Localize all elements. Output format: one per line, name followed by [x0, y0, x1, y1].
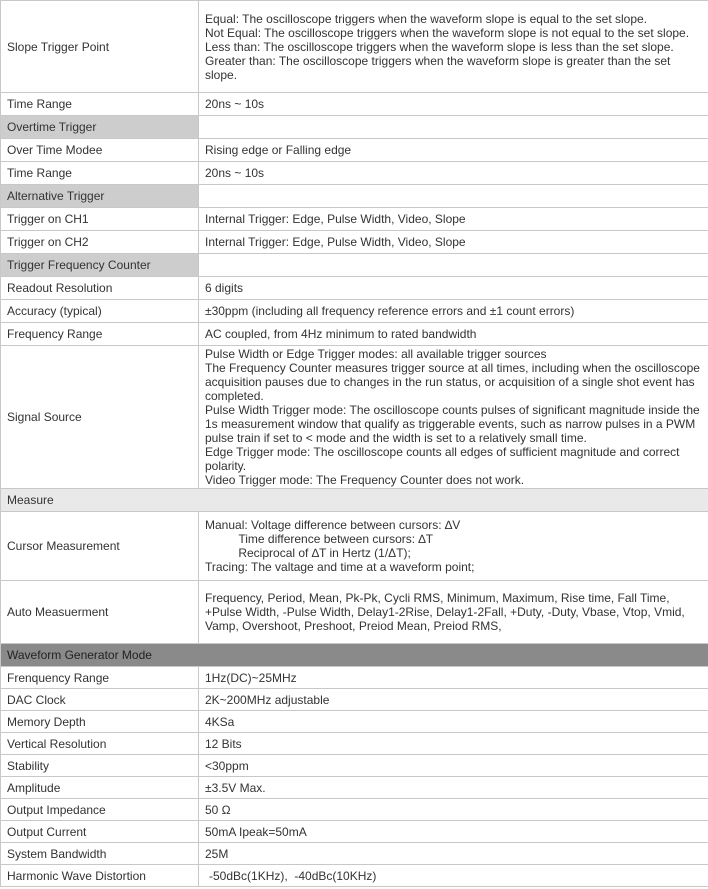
section-header-row — [1, 185, 708, 208]
spec-row — [1, 843, 708, 865]
section-header-row — [1, 116, 708, 139]
spec-row — [1, 777, 708, 799]
spec-value: AC coupled, from 4Hz minimum to rated bandwidth — [199, 323, 708, 346]
spec-value: 2K~200MHz adjustable — [199, 689, 708, 711]
spec-row — [1, 323, 708, 346]
spec-label: Frequency Range — [1, 323, 199, 346]
section-title: Waveform Generator Mode — [1, 644, 708, 667]
section-title: Measure — [1, 489, 708, 512]
spec-value: Frequency, Period, Mean, Pk-Pk, Cycli RMS, Minimum, Maximum, Rise time, Fall Time, +Pulse Width, -Pulse Width, Delay1-2Rise, Delay1-2Fall, +Duty, -Duty, Vbase, Vtop, Vmid, Vamp, Overshoot, Preshoot, Preiod Mean, Preiod RMS, — [199, 581, 708, 644]
spec-value: 50mA Ipeak=50mA — [199, 821, 708, 843]
spec-value: ±30ppm (including all frequency reference errors and ±1 count errors) — [199, 300, 708, 323]
spec-value: 12 Bits — [199, 733, 708, 755]
spec-label: Cursor Measurement — [1, 512, 199, 581]
spec-label: Frenquency Range — [1, 667, 199, 689]
spec-row — [1, 512, 708, 581]
section-title: Trigger Frequency Counter — [1, 254, 199, 277]
spec-value: Internal Trigger: Edge, Pulse Width, Video, Slope — [199, 231, 708, 254]
spec-value: 6 digits — [199, 277, 708, 300]
spec-label: Slope Trigger Point — [1, 1, 199, 93]
spec-value — [199, 254, 708, 277]
spec-value — [199, 116, 708, 139]
spec-label: Memory Depth — [1, 711, 199, 733]
spec-row — [1, 581, 708, 644]
spec-value: Equal: The oscilloscope triggers when the waveform slope is equal to the set slope. Not Equal: The oscilloscope triggers when the waveform slope is not equal to the set slope. Less than: The oscilloscope triggers when the waveform slope is less than the set slope. Greater than: The oscilloscope triggers when the waveform slope is greater than the set slope. — [199, 1, 708, 93]
spec-row — [1, 162, 708, 185]
spec-row — [1, 711, 708, 733]
spec-label: Over Time Modee — [1, 139, 199, 162]
spec-row — [1, 821, 708, 843]
spec-label: Readout Resolution — [1, 277, 199, 300]
spec-value — [199, 185, 708, 208]
spec-label: Stability — [1, 755, 199, 777]
spec-row — [1, 231, 708, 254]
spec-row — [1, 300, 708, 323]
spec-row — [1, 799, 708, 821]
spec-label: Trigger on CH1 — [1, 208, 199, 231]
spec-label: Signal Source — [1, 346, 199, 489]
spec-row — [1, 667, 708, 689]
spec-value: 20ns ~ 10s — [199, 162, 708, 185]
spec-row — [1, 865, 708, 887]
spec-label: Accuracy (typical) — [1, 300, 199, 323]
spec-row — [1, 733, 708, 755]
spec-row — [1, 755, 708, 777]
spec-row — [1, 346, 708, 489]
spec-value: 20ns ~ 10s — [199, 93, 708, 116]
spec-row — [1, 139, 708, 162]
spec-value: -50dBc(1KHz), -40dBc(10KHz) — [199, 865, 708, 887]
spec-label: Harmonic Wave Distortion — [1, 865, 199, 887]
spec-label: Trigger on CH2 — [1, 231, 199, 254]
spec-label: System Bandwidth — [1, 843, 199, 865]
spec-row — [1, 1, 708, 93]
spec-label: Output Impedance — [1, 799, 199, 821]
spec-value: 4KSa — [199, 711, 708, 733]
section-header-row — [1, 489, 708, 512]
spec-value: Rising edge or Falling edge — [199, 139, 708, 162]
spec-value: 1Hz(DC)~25MHz — [199, 667, 708, 689]
section-title: Overtime Trigger — [1, 116, 199, 139]
section-header-row — [1, 254, 708, 277]
spec-value: ±3.5V Max. — [199, 777, 708, 799]
spec-label: Auto Measuerment — [1, 581, 199, 644]
spec-value: Pulse Width or Edge Trigger modes: all available trigger sources The Frequency Counter measures trigger source at all times, including when the oscilloscope acquisition pauses due to changes in the run status, or acquisition of a single shot event has completed. Pulse Width Trigger mode: The oscilloscope counts pulses of significant magnitude inside the 1s measurement window that qualify as triggerable events, such as narrow pulses in a PWM pulse train if set to < mode and the width is set to a relatively small time. Edge Trigger mode: The oscilloscope counts all edges of sufficient magnitude and correct polarity. Video Trigger mode: The Frequency Counter does not work. — [199, 346, 708, 489]
spec-label: Output Current — [1, 821, 199, 843]
section-header-row — [1, 644, 708, 667]
section-title: Alternative Trigger — [1, 185, 199, 208]
spec-label: Vertical Resolution — [1, 733, 199, 755]
spec-value: 50 Ω — [199, 799, 708, 821]
spec-value: <30ppm — [199, 755, 708, 777]
spec-row — [1, 93, 708, 116]
spec-row — [1, 277, 708, 300]
spec-label: Time Range — [1, 162, 199, 185]
spec-label: DAC Clock — [1, 689, 199, 711]
spec-row — [1, 689, 708, 711]
spec-value: Internal Trigger: Edge, Pulse Width, Video, Slope — [199, 208, 708, 231]
spec-label: Time Range — [1, 93, 199, 116]
spec-label: Amplitude — [1, 777, 199, 799]
spec-row — [1, 208, 708, 231]
spec-value: 25M — [199, 843, 708, 865]
spec-value: Manual: Voltage difference between cursors: ∆V Time difference between cursors: ∆T Reciprocal of ∆T in Hertz (1/ΔT); Tracing: The valtage and time at a waveform point; — [199, 512, 708, 581]
